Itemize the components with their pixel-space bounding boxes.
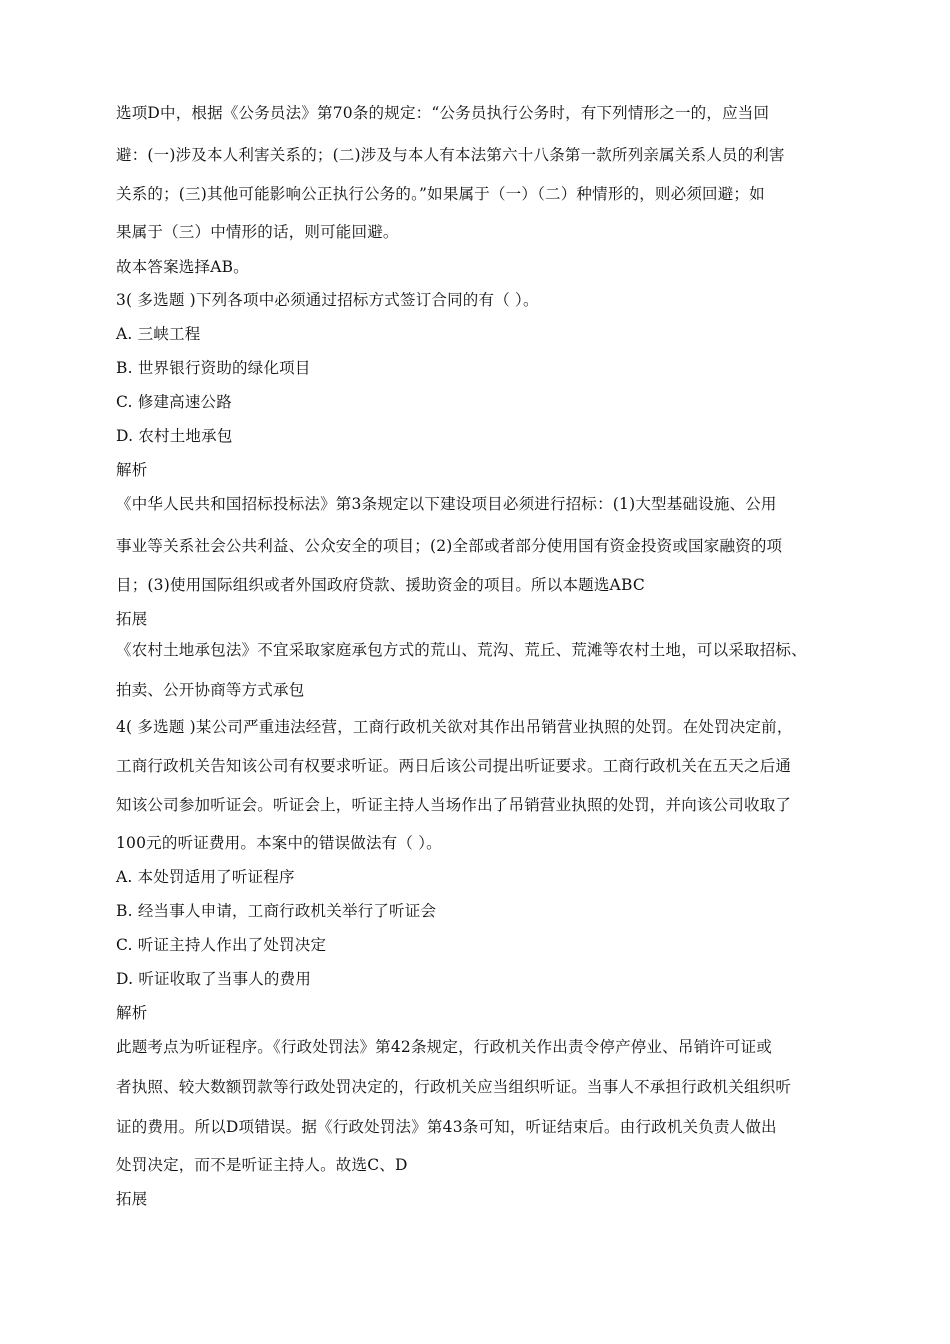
text-line: 事业等关系社会公共利益、公众安全的项目；(2)全部或者部分使用国有资金投资或国家融资的项 [116,537,783,555]
text-line: 关系的；(三)其他可能影响公正执行公务的。”如果属于（一）（二）种情形的，则必须回避；如 [116,185,765,203]
question-4-option-c: C. 听证主持人作出了处罚决定 [116,936,327,954]
text-line: 此题考点为听证程序。《行政处罚法》第42条规定，行政机关作出责令停产停业、吊销许可证或 [116,1038,773,1056]
analysis-heading: 解析 [116,1004,148,1022]
text-line: 处罚决定，而不是听证主持人。故选C、D [116,1156,408,1174]
question-3-option-b: B. 世界银行资助的绿化项目 [116,359,311,377]
extension-heading: 拓展 [116,1190,148,1208]
question-4-stem: 4( 多选题 )某公司严重违法经营，工商行政机关欲对其作出吊销营业执照的处罚。在处罚决定前， [116,718,793,736]
question-3-stem: 3( 多选题 )下列各项中必须通过招标方式签订合同的有（ ）。 [116,291,539,309]
question-3-option-c: C. 修建高速公路 [116,393,232,411]
text-line: 《农村土地承包法》不宜采取家庭承包方式的荒山、荒沟、荒丘、荒滩等农村土地，可以采取招标、 [116,641,807,659]
text-line: 拍卖、公开协商等方式承包 [116,681,305,699]
text-line: 《中华人民共和国招标投标法》第3条规定以下建设项目必须进行招标：(1)大型基础设施、公用 [116,495,777,513]
text-line: 果属于（三）中情形的话，则可能回避。 [116,223,399,241]
text-line: 目；(3)使用国际组织或者外国政府贷款、援助资金的项目。所以本题选ABC [116,576,645,594]
text-line: 者执照、较大数额罚款等行政处罚决定的，行政机关应当组织听证。当事人不承担行政机关组织听 [116,1078,792,1096]
answer-line: 故本答案选择AB。 [116,258,249,276]
question-4-option-a: A. 本处罚适用了听证程序 [116,868,295,886]
analysis-heading: 解析 [116,461,148,479]
question-4-stem: 知该公司参加听证会。听证会上，听证主持人当场作出了吊销营业执照的处罚，并向该公司收取了 [116,796,792,814]
question-4-stem: 100元的听证费用。本案中的错误做法有（ ）。 [116,834,442,852]
question-4-option-b: B. 经当事人申请，工商行政机关举行了听证会 [116,902,437,920]
text-line: 选项D中，根据《公务员法》第70条的规定：“公务员执行公务时，有下列情形之一的，应当回 [116,104,770,122]
question-3-option-d: D. 农村土地承包 [116,427,233,445]
question-4-stem: 工商行政机关告知该公司有权要求听证。两日后该公司提出听证要求。工商行政机关在五天之后通 [116,757,792,775]
extension-heading: 拓展 [116,610,148,628]
question-4-option-d: D. 听证收取了当事人的费用 [116,970,312,988]
text-line: 避：(一)涉及本人利害关系的；(二)涉及与本人有本法第六十八条第一款所列亲属关系人员的利害 [116,146,785,164]
text-line: 证的费用。所以D项错误。据《行政处罚法》第43条可知，听证结束后。由行政机关负责人做出 [116,1118,777,1136]
question-3-option-a: A. 三峡工程 [116,325,201,343]
